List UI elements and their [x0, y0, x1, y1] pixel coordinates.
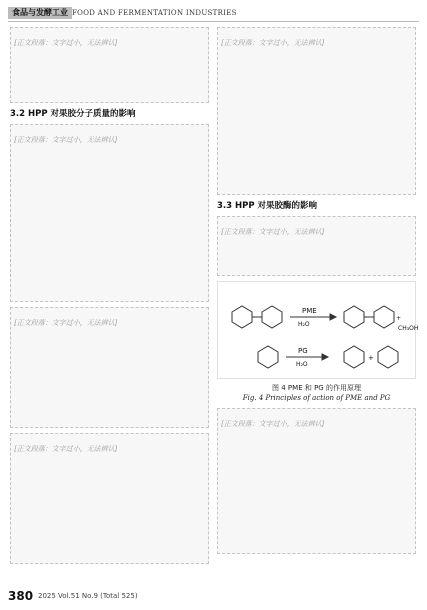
- pg-arrowhead: [322, 354, 328, 360]
- volume-info: 2025 Vol.51 No.9 (Total 525): [38, 592, 138, 600]
- figure-4-diagram: [217, 281, 419, 379]
- body-paragraph-illegible: [217, 27, 416, 195]
- pme-arrowhead: [330, 314, 336, 320]
- journal-title-badge: 食品与发酵工业: [8, 7, 72, 19]
- section-heading-3-3: 3.3 HPP 对果胶酶的影响: [217, 201, 318, 211]
- plus-sign-top: +: [396, 315, 402, 322]
- journal-title-english: FOOD AND FERMENTATION INDUSTRIES: [72, 9, 237, 17]
- right-column: [217, 27, 419, 572]
- methanol-label: CH₃OH: [398, 325, 419, 332]
- left-column: [10, 27, 209, 572]
- body-paragraph-illegible: [217, 216, 416, 276]
- pme-label: PME: [302, 307, 317, 315]
- illegible-text-placeholder: [正文段落：文字过小，无法辨认]: [221, 228, 325, 236]
- illegible-text-placeholder: [正文段落：文字过小，无法辨认]: [14, 136, 118, 144]
- body-paragraph-illegible: [10, 27, 209, 103]
- pectin-enzyme-reaction-diagram: [218, 282, 419, 378]
- figure-caption-zh: 图 4 PME 和 PG 的作用原理: [272, 384, 361, 392]
- illegible-text-placeholder: [正文段落：文字过小，无法辨认]: [14, 319, 118, 327]
- cleaved-ring-left: [344, 346, 364, 368]
- water-label: H₂O: [298, 321, 310, 328]
- product-ring-left: [344, 306, 364, 328]
- pg-label: PG: [298, 347, 308, 355]
- illegible-text-placeholder: [正文段落：文字过小，无法辨认]: [14, 445, 118, 453]
- running-header: [8, 7, 419, 22]
- substrate-ring-bottom: [258, 346, 278, 368]
- cleaved-ring-right: [378, 346, 398, 368]
- illegible-text-placeholder: [正文段落：文字过小，无法辨认]: [221, 39, 325, 47]
- body-paragraph-illegible: [10, 124, 209, 302]
- section-heading-3-2: 3.2 HPP 对果胶分子质量的影响: [10, 109, 136, 119]
- pectin-ring-left: [232, 306, 252, 328]
- illegible-text-placeholder: [正文段落：文字过小，无法辨认]: [221, 420, 325, 428]
- body-paragraph-illegible: [10, 433, 209, 564]
- page-footer: [8, 588, 419, 604]
- figure-caption-en: Fig. 4 Principles of action of PME and PG: [242, 394, 391, 402]
- illegible-text-placeholder: [正文段落：文字过小，无法辨认]: [14, 39, 118, 47]
- page-number: 380: [8, 589, 34, 603]
- body-paragraph-illegible: [217, 408, 416, 554]
- body-paragraph-illegible: [10, 307, 209, 428]
- water-label-pg: H₂O: [296, 361, 308, 368]
- pectin-ring-mid: [262, 306, 282, 328]
- plus-sign-bottom: +: [368, 354, 374, 362]
- product-ring-mid: [374, 306, 394, 328]
